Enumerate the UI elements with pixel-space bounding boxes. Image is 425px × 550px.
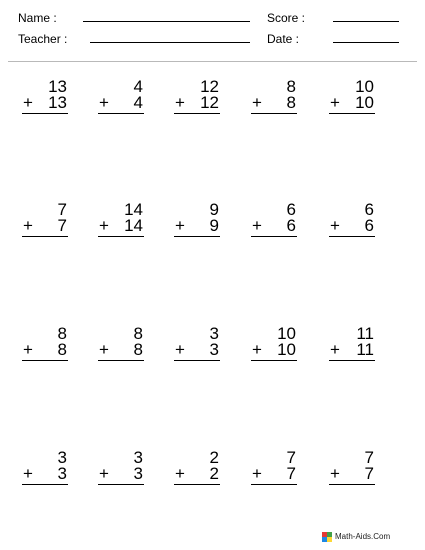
top-addend: 6 [364, 200, 374, 219]
math-aids-logo [322, 531, 390, 543]
bottom-row [23, 218, 67, 234]
score-label: Score : [267, 11, 306, 25]
top-addend: 13 [48, 77, 67, 96]
bottom-row [330, 466, 374, 482]
bottom-row [330, 218, 374, 234]
top-addend: 3 [57, 448, 67, 467]
answer-line [22, 484, 68, 485]
bottom-addend: 7 [364, 464, 374, 483]
bottom-row [252, 218, 296, 234]
bottom-addend: 8 [286, 93, 296, 112]
plus-sign: + [23, 216, 33, 235]
plus-sign: + [23, 340, 33, 359]
addition-problem [23, 326, 67, 370]
plus-sign: + [175, 340, 185, 359]
bottom-addend: 8 [133, 340, 143, 359]
bottom-row [175, 342, 219, 358]
top-addend: 12 [200, 77, 219, 96]
bottom-row [330, 342, 374, 358]
bottom-row [252, 342, 296, 358]
top-addend: 7 [57, 200, 67, 219]
top-addend: 10 [277, 324, 296, 343]
bottom-addend: 9 [209, 216, 219, 235]
answer-line [251, 113, 297, 114]
answer-line [329, 236, 375, 237]
addition-problem [99, 326, 143, 370]
answer-line [329, 484, 375, 485]
bottom-row [23, 466, 67, 482]
addition-problem [99, 202, 143, 246]
plus-sign: + [252, 340, 262, 359]
addition-problem [23, 450, 67, 494]
top-addend: 9 [209, 200, 219, 219]
answer-line [98, 484, 144, 485]
top-addend: 14 [124, 200, 143, 219]
answer-line [174, 360, 220, 361]
bottom-row [252, 466, 296, 482]
teacher-label: Teacher : [18, 32, 68, 46]
answer-line [251, 484, 297, 485]
bottom-addend: 2 [209, 464, 219, 483]
top-addend: 8 [57, 324, 67, 343]
bottom-row [99, 342, 143, 358]
plus-sign: + [330, 340, 340, 359]
addition-problem [252, 450, 296, 494]
top-addend: 10 [355, 77, 374, 96]
bottom-addend: 3 [209, 340, 219, 359]
bottom-addend: 10 [277, 340, 296, 359]
bottom-addend: 11 [356, 340, 374, 359]
top-addend: 4 [133, 77, 143, 96]
bottom-row [175, 218, 219, 234]
addition-problem [175, 202, 219, 246]
top-addend: 3 [133, 448, 143, 467]
bottom-row [252, 95, 296, 111]
bottom-addend: 7 [286, 464, 296, 483]
answer-line [22, 360, 68, 361]
answer-line [22, 113, 68, 114]
bottom-row [99, 466, 143, 482]
plus-sign: + [99, 93, 109, 112]
answer-line [329, 360, 375, 361]
addition-problem [252, 79, 296, 123]
plus-sign: + [99, 216, 109, 235]
bottom-addend: 3 [57, 464, 67, 483]
bottom-addend: 6 [286, 216, 296, 235]
addition-problem [330, 450, 374, 494]
answer-line [174, 484, 220, 485]
bottom-addend: 4 [133, 93, 143, 112]
plus-sign: + [175, 93, 185, 112]
bottom-row [175, 95, 219, 111]
addition-problem [99, 450, 143, 494]
addition-problem [252, 326, 296, 370]
plus-sign: + [252, 216, 262, 235]
answer-line [98, 113, 144, 114]
plus-sign: + [330, 93, 340, 112]
addition-problem [330, 326, 374, 370]
addition-problem [175, 79, 219, 123]
bottom-addend: 7 [57, 216, 67, 235]
bottom-addend: 12 [200, 93, 219, 112]
bottom-addend: 14 [124, 216, 143, 235]
answer-line [251, 236, 297, 237]
bottom-row [23, 342, 67, 358]
plus-sign: + [175, 216, 185, 235]
logo-text: Math-Aids.Com [335, 532, 391, 541]
top-addend: 2 [209, 448, 219, 467]
answer-line [174, 236, 220, 237]
top-addend: 8 [286, 77, 296, 96]
name-label: Name : [18, 11, 57, 25]
bottom-addend: 13 [48, 93, 67, 112]
answer-line [174, 113, 220, 114]
answer-line [98, 236, 144, 237]
addition-problem [23, 79, 67, 123]
addition-problem [175, 450, 219, 494]
bottom-addend: 6 [364, 216, 374, 235]
logo-mark-icon [322, 532, 332, 542]
bottom-addend: 10 [355, 93, 374, 112]
logo-square [327, 537, 332, 542]
addition-problem [252, 202, 296, 246]
bottom-addend: 3 [133, 464, 143, 483]
plus-sign: + [23, 93, 33, 112]
answer-line [22, 236, 68, 237]
date-label: Date : [267, 32, 300, 46]
addition-problem [99, 79, 143, 123]
bottom-row [175, 466, 219, 482]
addition-problem [175, 326, 219, 370]
plus-sign: + [252, 464, 262, 483]
plus-sign: + [99, 464, 109, 483]
addition-problem [330, 202, 374, 246]
top-addend: 8 [133, 324, 143, 343]
bottom-row [99, 218, 143, 234]
addition-problem [23, 202, 67, 246]
bottom-row [99, 95, 143, 111]
plus-sign: + [23, 464, 33, 483]
bottom-row [330, 95, 374, 111]
top-addend: 6 [286, 200, 296, 219]
top-addend: 7 [364, 448, 374, 467]
plus-sign: + [330, 216, 340, 235]
answer-line [329, 113, 375, 114]
addition-problem [330, 79, 374, 123]
plus-sign: + [175, 464, 185, 483]
bottom-addend: 8 [57, 340, 67, 359]
top-addend: 11 [356, 324, 374, 343]
top-addend: 7 [286, 448, 296, 467]
plus-sign: + [330, 464, 340, 483]
plus-sign: + [252, 93, 262, 112]
plus-sign: + [99, 340, 109, 359]
top-addend: 3 [209, 324, 219, 343]
bottom-row [23, 95, 67, 111]
answer-line [98, 360, 144, 361]
answer-line [251, 360, 297, 361]
